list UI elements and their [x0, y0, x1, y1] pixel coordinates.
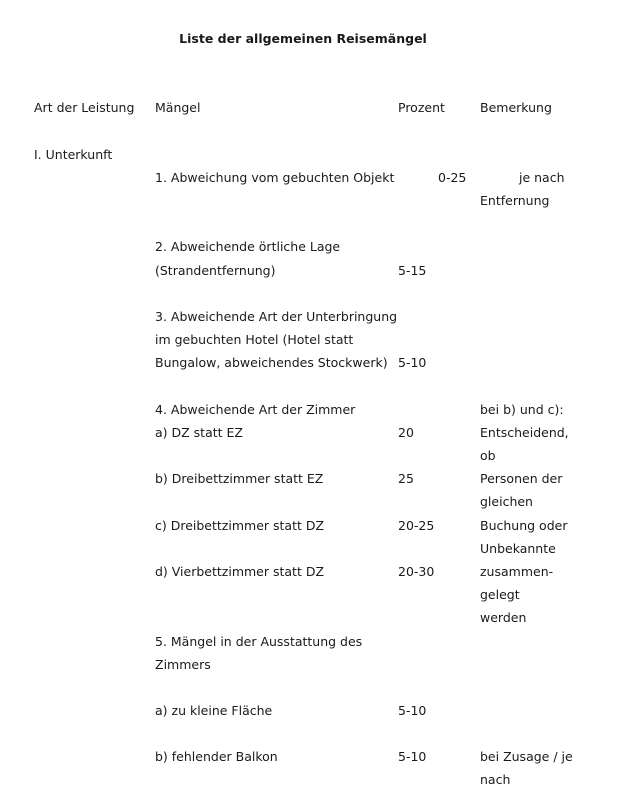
item-4a-text: a) DZ statt EZ — [155, 425, 243, 440]
item-1-text: 1. Abweichung vom gebuchten Objekt — [155, 170, 395, 185]
item-3-text-line-3: Bungalow, abweichendes Stockwerk) — [155, 355, 388, 370]
item-3-percent: 5-10 — [398, 355, 427, 370]
item-4-note-line: zusammen- — [480, 564, 554, 579]
item-4b-text: b) Dreibettzimmer statt EZ — [155, 471, 324, 486]
item-5a-percent: 5-10 — [398, 703, 427, 718]
item-2-text-line-1: 2. Abweichende örtliche Lage — [155, 239, 341, 254]
item-1-note-line-2: Entfernung — [480, 193, 550, 208]
item-4c-text: c) Dreibettzimmer statt DZ — [155, 518, 325, 533]
item-4-note-line: werden — [480, 610, 527, 625]
header-bemerkung: Bemerkung — [480, 100, 552, 115]
item-4b-percent: 25 — [398, 471, 414, 486]
item-2-percent: 5-15 — [398, 263, 427, 278]
item-5a-text: a) zu kleine Fläche — [155, 703, 273, 718]
item-5b-text: b) fehlender Balkon — [155, 749, 278, 764]
item-3-text-line-1: 3. Abweichende Art der Unterbringung — [155, 309, 398, 324]
item-5b-note-line-1: bei Zusage / je — [480, 749, 573, 764]
item-4d-text: d) Vierbettzimmer statt DZ — [155, 564, 325, 579]
item-4-note-line: Buchung oder — [480, 518, 568, 533]
header-art-der-leistung: Art der Leistung — [34, 100, 135, 115]
item-4-note-line: gleichen — [480, 494, 533, 509]
item-1-note-line-1: je nach — [519, 170, 565, 185]
item-4-text: 4. Abweichende Art der Zimmer — [155, 402, 356, 417]
item-1-percent: 0-25 — [438, 170, 467, 185]
item-2-text-line-2: (Strandentfernung) — [155, 263, 276, 278]
item-4-note-line: Unbekannte — [480, 541, 556, 556]
header-maengel: Mängel — [155, 100, 201, 115]
header-prozent: Prozent — [398, 100, 445, 115]
item-3-text-line-2: im gebuchten Hotel (Hotel statt — [155, 332, 354, 347]
item-4d-percent: 20-30 — [398, 564, 435, 579]
item-4c-percent: 20-25 — [398, 518, 435, 533]
item-4-note-line: Entscheidend, — [480, 425, 569, 440]
item-5-text-line-2: Zimmers — [155, 657, 211, 672]
item-4-note-line: bei b) und c): — [480, 402, 564, 417]
item-5b-percent: 5-10 — [398, 749, 427, 764]
item-5b-note-line-2: nach — [480, 772, 511, 787]
item-5-text-line-1: 5. Mängel in der Ausstattung des — [155, 634, 363, 649]
item-4-note-line: ob — [480, 448, 496, 463]
item-4-note-line: gelegt — [480, 587, 520, 602]
item-4-note-line: Personen der — [480, 471, 563, 486]
section-unterkunft: I. Unterkunft — [34, 147, 113, 162]
document-title: Liste der allgemeinen Reisemängel — [179, 31, 427, 46]
item-4a-percent: 20 — [398, 425, 414, 440]
